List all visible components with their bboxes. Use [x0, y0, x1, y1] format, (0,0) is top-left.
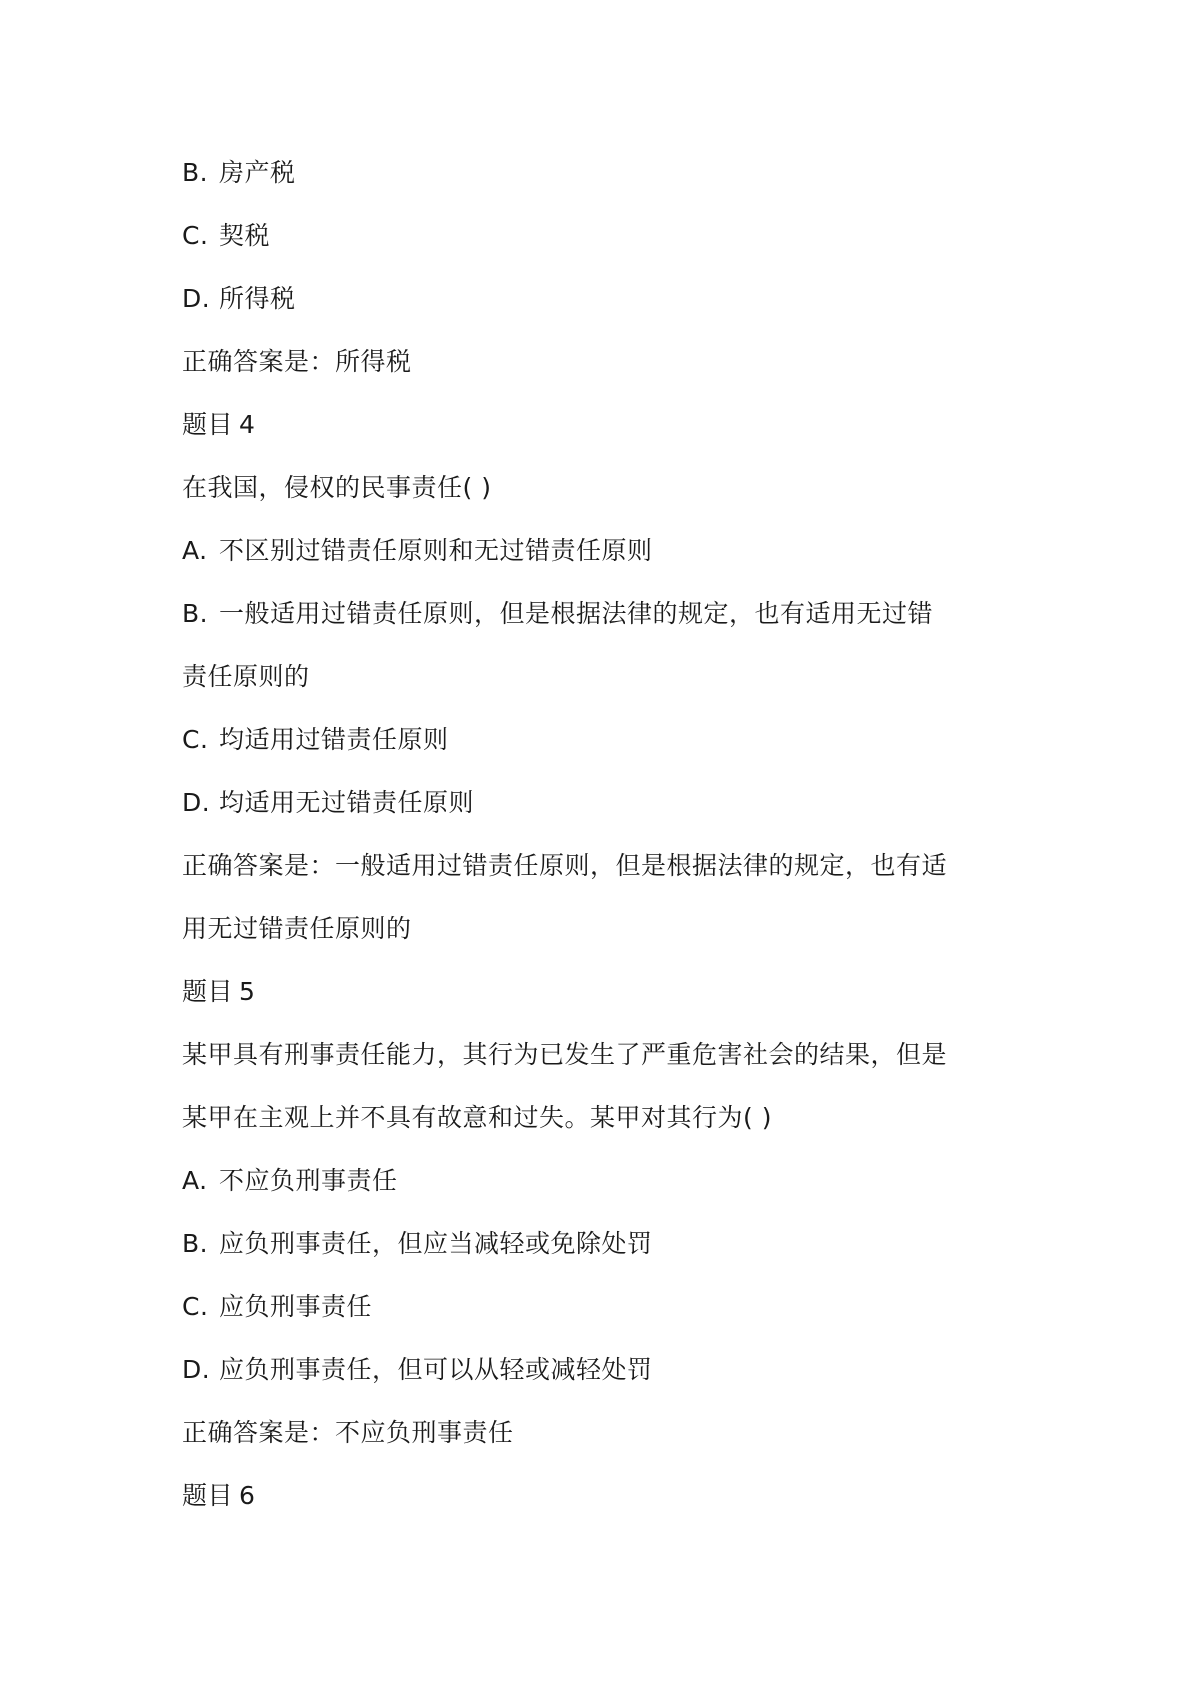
option-letter: D. — [182, 284, 211, 313]
option-text: 一般适用过错责任原则，但是根据法律的规定，也有适用无过错 — [219, 599, 934, 628]
question-heading — [182, 960, 1022, 1023]
option-d — [182, 267, 1022, 330]
correct-answer-continuation: 用无过错责任原则的 — [182, 914, 412, 943]
option-text: 均适用过错责任原则 — [219, 725, 449, 754]
option-letter: D. — [182, 1355, 211, 1384]
question-stem: 在我国，侵权的民事责任( ) — [182, 473, 492, 502]
question-stem-continuation: 某甲在主观上并不具有故意和过失。某甲对其行为( ) — [182, 1103, 772, 1132]
option-text: 应负刑事责任，但可以从轻或减轻处罚 — [219, 1355, 653, 1384]
option-letter: B. — [182, 158, 209, 187]
question-heading-label: 题目 — [182, 977, 234, 1006]
option-letter: A. — [182, 536, 208, 565]
question-heading-label: 题目 — [182, 1481, 234, 1510]
option-c — [182, 1275, 1022, 1338]
option-b — [182, 582, 1022, 645]
question-number: 5 — [239, 977, 256, 1006]
option-text: 应负刑事责任，但应当减轻或免除处罚 — [219, 1229, 653, 1258]
option-d — [182, 771, 1022, 834]
option-letter: C. — [182, 221, 209, 250]
option-a — [182, 519, 1022, 582]
option-d — [182, 1338, 1022, 1401]
option-text: 均适用无过错责任原则 — [219, 788, 475, 817]
question-heading — [182, 1464, 1022, 1527]
document-content — [182, 141, 1022, 1527]
option-text: 应负刑事责任 — [219, 1292, 373, 1321]
option-text: 不应负刑事责任 — [219, 1166, 398, 1195]
option-text: 不区别过错责任原则和无过错责任原则 — [219, 536, 653, 565]
option-b-continuation: 责任原则的 — [182, 662, 310, 691]
option-text: 所得税 — [219, 284, 296, 313]
option-b — [182, 1212, 1022, 1275]
correct-answer: 正确答案是：一般适用过错责任原则，但是根据法律的规定，也有适 — [182, 851, 948, 880]
question-stem: 某甲具有刑事责任能力，其行为已发生了严重危害社会的结果，但是 — [182, 1040, 948, 1069]
option-b — [182, 141, 1022, 204]
option-letter: B. — [182, 599, 209, 628]
option-letter: D. — [182, 788, 211, 817]
correct-answer: 正确答案是：所得税 — [182, 347, 412, 376]
question-heading — [182, 393, 1022, 456]
question-heading-label: 题目 — [182, 410, 234, 439]
option-letter: C. — [182, 725, 209, 754]
question-number: 6 — [239, 1481, 256, 1510]
option-letter: A. — [182, 1166, 208, 1195]
option-c — [182, 204, 1022, 267]
correct-answer: 正确答案是：不应负刑事责任 — [182, 1418, 514, 1447]
question-number: 4 — [239, 410, 256, 439]
option-text: 契税 — [219, 221, 271, 250]
option-text: 房产税 — [219, 158, 296, 187]
option-letter: C. — [182, 1292, 209, 1321]
option-letter: B. — [182, 1229, 209, 1258]
option-a — [182, 1149, 1022, 1212]
option-c — [182, 708, 1022, 771]
